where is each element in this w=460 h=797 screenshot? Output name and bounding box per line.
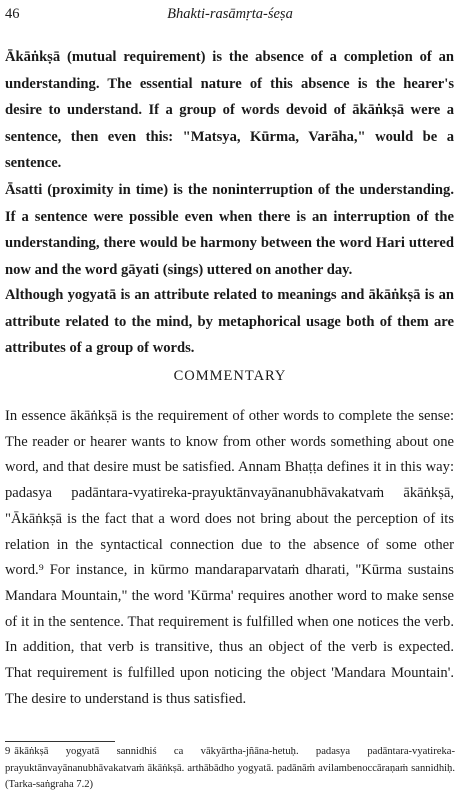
footnote-rule: [5, 741, 115, 742]
footnote-number: 9: [5, 746, 11, 757]
commentary-paragraph: In essence ākāṅkṣā is the requirement of other words to complete the sense: The reader or hearer wants to know from other words something about one word, and that desire must be satisfied. Annam Bhaṭṭa defines it in this way: padasya padāntara-vyatireka-prayuktānvayānanubhāvakatvaṁ ākāṅkṣā, "Ākāṅkṣā is the fact that a word does not bring about the perception of its relation in the syntactical connection due to the absence of some other word.⁹ For instance, in kūrmo mandaraparvataṁ dharati, "Kūrma sustains Mandara Mountain," the word 'Kūrma' requires another word to make sense of it in the sentence. That requirement is fulfilled when one notices the verb. In addition, that verb is transitive, thus an object of the verb is expected. That requirement is fulfilled upon noticing the object 'Mandara Mountain'. The desire to understand is thus satisfied.: [5, 408, 454, 707]
commentary-heading: COMMENTARY: [173, 368, 287, 384]
running-head: Bhakti-rasāmṛta-śeṣa: [167, 6, 293, 22]
page-header: [5, 6, 455, 26]
definition-asatti: Āsatti (proximity in time) is the noninterruption of the understanding. If a sentence were possible even when there is an interruption of the understanding, there would be harmony between the word Hari uttered now and the word gāyati (sings) uttered on another day.: [5, 182, 454, 278]
footnote-text: ākāṅkṣā yogyatā sannidhiś ca vākyārtha-jñāna-hetuḥ. padasya padāntara-vyatireka-prayuktānvayānanubhāvakatvaṁ ākāṅkṣā. arthābādho yogyatā. padānāṁ avilambenoccāraṇaṁ sannidhiḥ. (Tarka-saṅgraha 7.2): [5, 746, 455, 790]
footnote: [5, 744, 455, 794]
definition-attributes: Although yogyatā is an attribute related to meanings and ākāṅkṣā is an attribute related to the mind, by metaphorical usage both of them are attributes of a group of words.: [5, 287, 454, 356]
definition-akanksa: Ākāṅkṣā (mutual requirement) is the absence of a completion of an understanding. The essential nature of this absence is the hearer's desire to understand. If a group of words devoid of ākāṅkṣā were a sentence, then even this: "Matsya, Kūrma, Varāha," would be a sentence.: [5, 49, 454, 171]
page-number: 46: [5, 6, 20, 22]
